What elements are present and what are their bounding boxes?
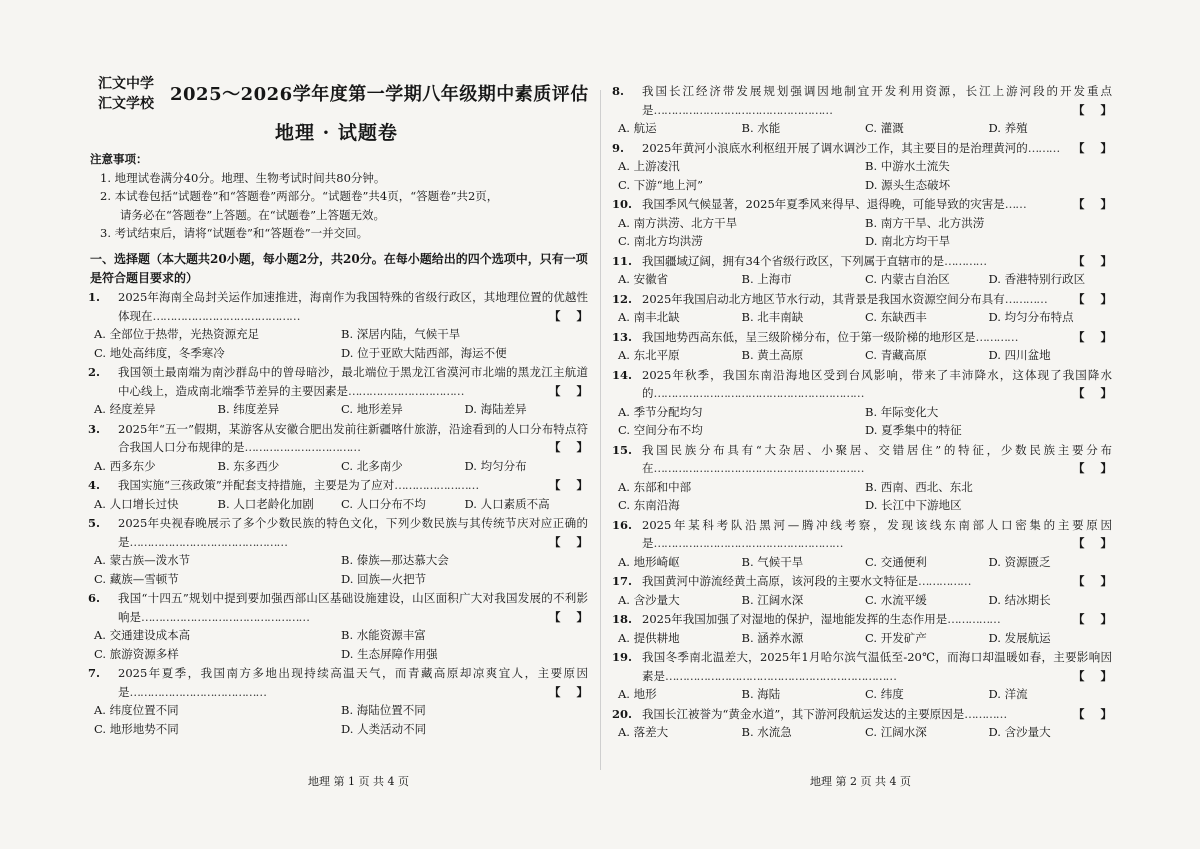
- question-11: 11. 我国疆域辽阔，拥有34个省级行政区，下列属于直辖市的是………… 【 】 A. 安徽省 B. 上海市 C. 内蒙古自治区 D. 香港特别行政区: [612, 253, 1112, 286]
- instruction-item: 1. 地理试卷满分40分。地理、生物考试时间共80分钟。: [100, 170, 386, 185]
- answer-bracket: 【 】: [548, 383, 588, 398]
- answer-bracket: 【 】: [1072, 197, 1112, 211]
- exam-header: [80, 0, 590, 150]
- question-12: 12. 2025年我国启动北方地区节水行动，其背景是我国水资源空间分布具有………… 【 】 A. 南丰北缺 B. 北丰南缺 C. 东缺西丰 D. 均匀分布特点: [612, 291, 1112, 324]
- answer-bracket: 【 】: [548, 308, 588, 323]
- instructions: [90, 150, 590, 243]
- answer-bracket: 【 】: [1072, 574, 1112, 588]
- question-1: 1. 2025年海南全岛封关运作加速推进，海南作为我国特殊的省级行政区，其地理位置的优越性体现在…………………………………… 【 】 A. 全部位于热带，光热资源充足 B. 深居内陆，气候干旱 C. 地处高纬度，冬季寒冷 D. 位于亚欧大陆西部，海运不便: [88, 290, 588, 360]
- answer-bracket: 【 】: [1072, 706, 1112, 721]
- question-18: 18. 2025年我国加强了对湿地的保护，湿地能发挥的生态作用是…………… 【 】 A. 提供耕地 B. 涵养水源 C. 开发矿产 D. 发展航运: [612, 612, 1112, 645]
- answer-bracket: 【 】: [548, 609, 588, 624]
- instructions-heading: 注意事项：: [90, 152, 148, 166]
- page-footer: 地理 第 2 页 共 4 页: [810, 775, 911, 788]
- instruction-item: 2. 本试卷包括“试题卷”和“答题卷”两部分。“试题卷”共4页，“答题卷”共2页，: [100, 189, 499, 203]
- exam-title: 2025～2026学年度第一学期八年级期中素质评估: [170, 84, 589, 105]
- page-divider: [600, 90, 601, 770]
- answer-bracket: 【 】: [1072, 612, 1112, 626]
- section-heading: 一、选择题（本大题共20小题，每小题2分，共20分。在每小题给出的四个选项中，只有一项是符合题目要求的）: [90, 252, 588, 285]
- answer-bracket: 【 】: [548, 684, 588, 699]
- answer-bracket: 【 】: [1072, 253, 1112, 268]
- right-page: [612, 0, 1117, 849]
- school-name: 汇文中学 汇文学校: [98, 76, 154, 112]
- question-4: 4. 我国实施“三孩政策”并配套支持措施，主要是为了应对…………………… 【 】 A. 人口增长过快 B. 人口老龄化加剧 C. 人口分布不均 D. 人口素质不高: [88, 478, 588, 511]
- answer-bracket: 【 】: [1072, 668, 1112, 683]
- question-20: 20. 我国长江被誉为“黄金水道”，其下游河段航运发达的主要原因是………… 【 】 A. 落差大 B. 水流急 C. 江阔水深 D. 含沙量大: [612, 706, 1112, 739]
- question-9: 9. 2025年黄河小浪底水利枢纽开展了调水调沙工作，其主要目的是治理黄河的……… 【 】 A. 上游凌汛 B. 中游水土流失 C. 下游“地上河” D. 源头生态破坏: [612, 140, 1112, 192]
- instruction-item: 3. 考试结束后，请将“试题卷”和“答题卷”一并交回。: [100, 226, 369, 240]
- question-19: 19. 我国冬季南北温差大，2025年1月哈尔滨气温低至-20℃，而海口却温暖如春，主要影响因素是………………………………………………………… 【 】 A. 地形 B. 海陆 C. 纬度 D. 洋流: [612, 650, 1112, 701]
- question-16: 16. 2025年某科考队沿黑河—腾冲线考察，发现该线东南部人口密集的主要原因是……………………………………………… 【 】 A. 地形崎岖 B. 气候干旱 C. 交通便利 D. 资源匮乏: [612, 517, 1112, 569]
- question-6: 6. 我国“十四五”规划中提到要加强西部山区基础设施建设，山区面积广大对我国发展的不利影响是………………………………………… 【 】 A. 交通建设成本高 B. 水能资源丰富 C. 旅游资源多样 D. 生态屏障作用强: [88, 591, 588, 661]
- left-page: [80, 0, 590, 849]
- instruction-item: 请务必在“答题卷”上答题。在“试题卷”上答题无效。: [120, 207, 386, 222]
- question-5: 5. 2025年央视春晚展示了多个少数民族的特色文化，下列少数民族与其传统节庆对应正确的是……………………………………… 【 】 A. 蒙古族—泼水节 B. 傣族—那达慕大会 C. 藏族—雪顿节 D. 回族—火把节: [88, 516, 588, 586]
- question-13: 13. 我国地势西高东低，呈三级阶梯分布，位于第一级阶梯的地形区是………… 【 】 A. 东北平原 B. 黄土高原 C. 青藏高原 D. 四川盆地: [612, 329, 1112, 362]
- answer-bracket: 【 】: [548, 478, 588, 492]
- answer-bracket: 【 】: [548, 440, 588, 454]
- answer-bracket: 【 】: [1072, 536, 1112, 550]
- answer-bracket: 【 】: [1072, 461, 1112, 475]
- answer-bracket: 【 】: [1072, 386, 1112, 400]
- question-10: 10. 我国季风气候显著，2025年夏季风来得早、退得晚，可能导致的灾害是…… 【 】 A. 南方洪涝、北方干旱 B. 南方干旱、北方洪涝 C. 南北方均洪涝 D. 南北方均干旱: [612, 197, 1112, 248]
- question-3: 3. 2025年“五一”假期，某游客从安徽合肥出发前往新疆喀什旅游，沿途看到的人口分布特点符合我国人口分布规律的是…………………………… 【 】 A. 西多东少 B. 东多西少 C. 北多南少 D. 均匀分布: [88, 421, 588, 473]
- exam-subtitle: 地理 · 试题卷: [275, 122, 398, 144]
- question-list-left: [88, 288, 588, 739]
- question-2: 2. 我国领土最南端为南沙群岛中的曾母暗沙，最北端位于黑龙江省漠河市北端的黑龙江主航道中心线上，造成南北端季节差异的主要因素是…………………………… 【 】 A. 经度差异 B. 纬度差异 C. 地形差异 D. 海陆差异: [88, 365, 588, 416]
- question-15: 15. 我国民族分布具有“大杂居、小聚居、交错居住”的特征，少数民族主要分布在…………………………………………………… 【 】 A. 东部和中部 B. 西南、西北、东北 C. 东南沿海 D. 长江中下游地区: [612, 442, 1112, 512]
- answer-bracket: 【 】: [1072, 102, 1112, 117]
- question-17: 17. 我国黄河中游流经黄土高原，该河段的主要水文特征是…………… 【 】 A. 含沙量大 B. 江阔水深 C. 水流平缓 D. 结冰期长: [612, 574, 1112, 607]
- answer-bracket: 【 】: [1072, 140, 1112, 155]
- question-14: 14. 2025年秋季，我国东南沿海地区受到台风影响，带来了丰沛降水，这体现了我国降水的…………………………………………………… 【 】 A. 季节分配均匀 B. 年际变化大 C. 空间分布不均 D. 夏季集中的特征: [612, 367, 1112, 437]
- question-list-right: [612, 82, 1112, 743]
- question-7: 7. 2025年夏季，我国南方多地出现持续高温天气，而青藏高原却凉爽宜人，主要原因是………………………………… 【 】 A. 纬度位置不同 B. 海陆位置不同 C. 地形地势不同 D. 人类活动不同: [88, 666, 588, 736]
- answer-bracket: 【 】: [1072, 291, 1112, 306]
- answer-bracket: 【 】: [1072, 329, 1112, 344]
- question-8: 8. 我国长江经济带发展规划强调因地制宜开发利用资源，长江上游河段的开发重点是…………………………………………… 【 】 A. 航运 B. 水能 C. 灌溉 D. 养殖: [612, 84, 1112, 135]
- answer-bracket: 【 】: [548, 534, 588, 549]
- page-footer: 地理 第 1 页 共 4 页: [308, 775, 409, 788]
